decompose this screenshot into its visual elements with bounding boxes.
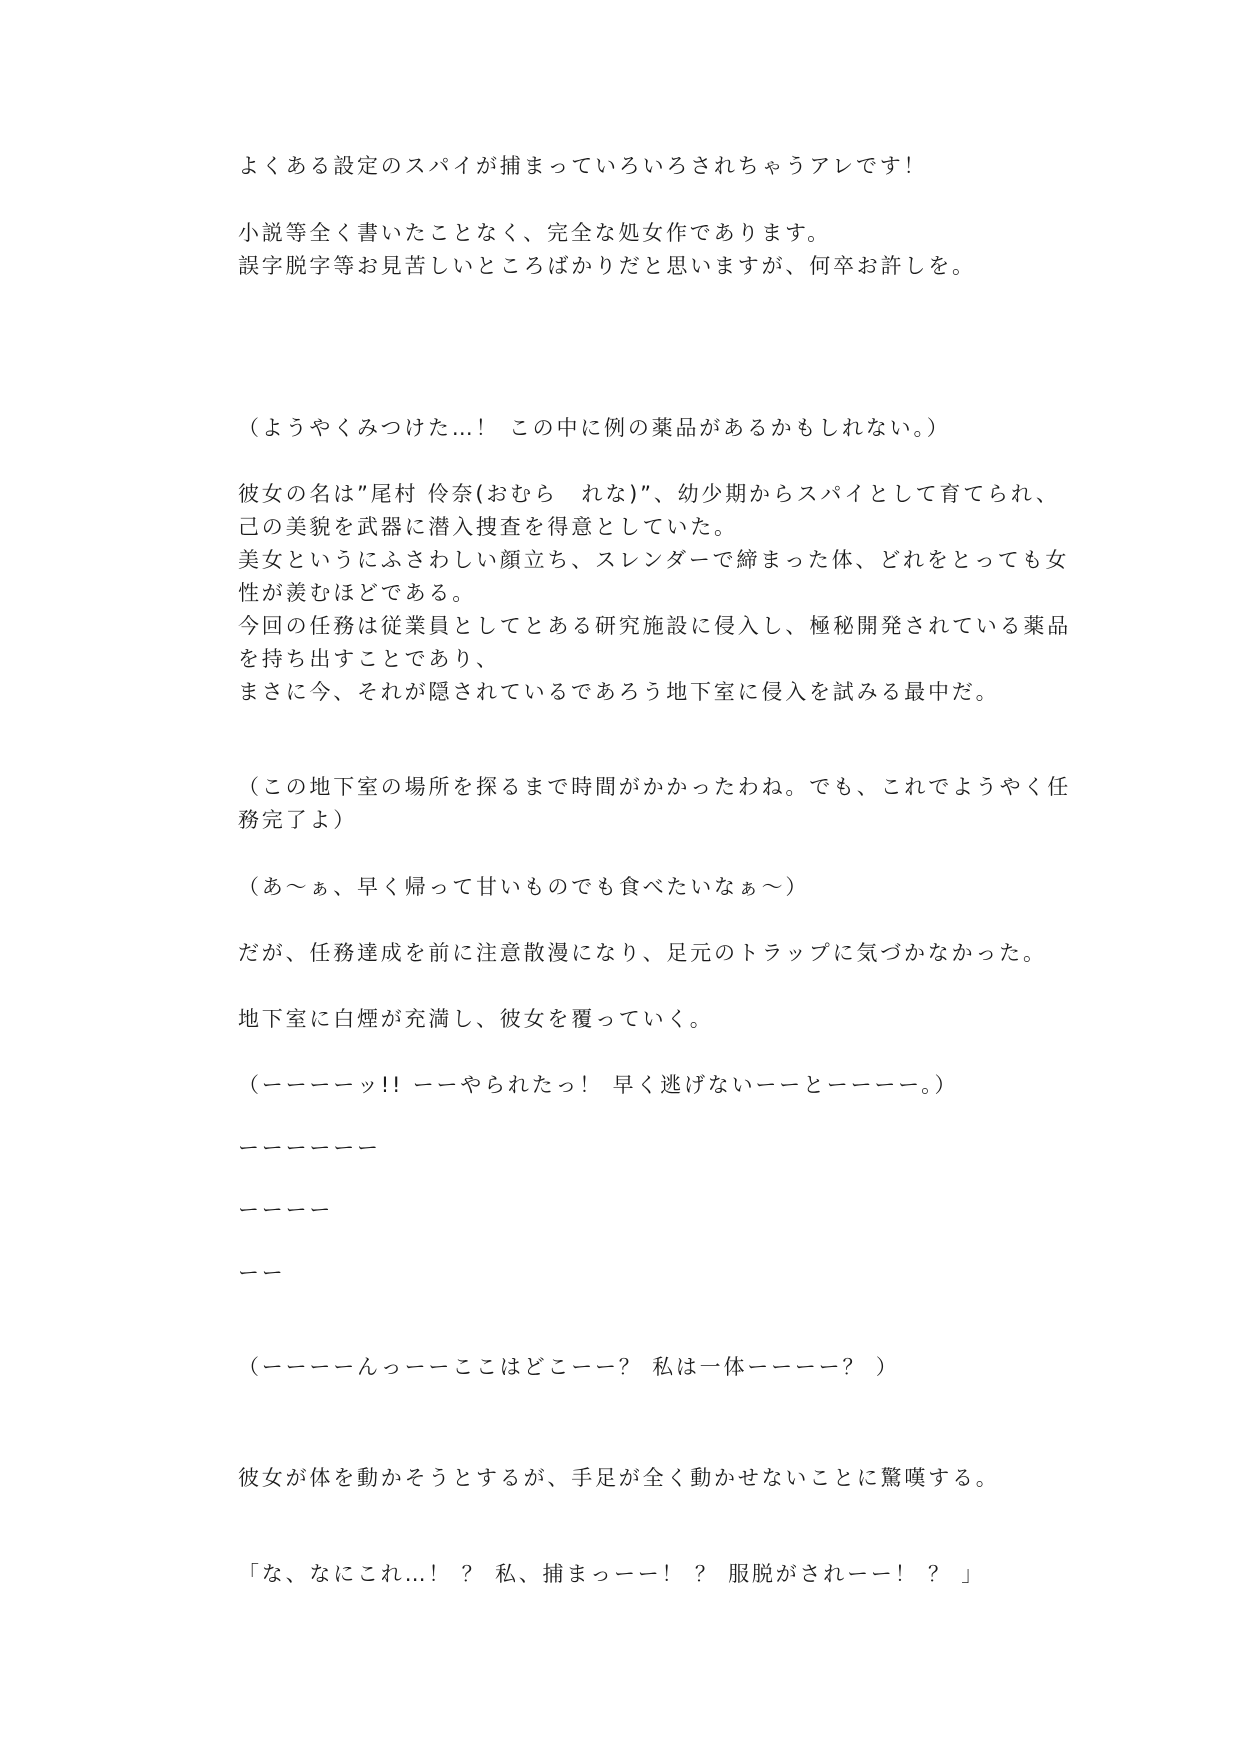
text-line: よくある設定のスパイが捕まっていろいろされちゃうアレです！ [238,154,928,178]
text-line: 今回の任務は従業員としてとある研究施設に侵入し、極秘開発されている薬品 [238,614,1071,638]
text-line: 小説等全く書いたことなく、完全な処女作であります。 [238,221,831,245]
dash-line: ーーーー [238,1198,334,1222]
text-line: （あ～ぁ、早く帰って甘いものでも食べたいなぁ～） [238,875,810,899]
text-line: 彼女の名は”尾村 伶奈(おむら れな)”、幼少期からスパイとして育てられ、 [238,482,1060,506]
text-line: を持ち出すことであり、 [238,647,500,671]
text-line: （ーーーーッ!! ーーやられたっ！ 早く逃げないーーとーーーー。） [238,1073,959,1097]
text-line: 「な、なにこれ…！ ？ 私、捕まっーー！ ？ 服脱がされーー！ ？ 」 [238,1562,986,1586]
text-line: 彼女が体を動かそうとするが、手足が全く動かせないことに驚嘆する。 [238,1466,1000,1490]
text-line: （この地下室の場所を探るまで時間がかかったわね。でも、これでようやく任 [238,775,1071,799]
text-line: まさに今、それが隠されているであろう地下室に侵入を試みる最中だ。 [238,680,1000,704]
text-line: 誤字脱字等お見苦しいところばかりだと思いますが、何卒お許しを。 [238,254,976,278]
text-line: 美女というにふさわしい顔立ち、スレンダーで締まった体、どれをとっても女 [238,548,1070,572]
text-line: 己の美貌を武器に潜入捜査を得意としていた。 [238,515,738,539]
text-line: だが、任務達成を前に注意散漫になり、足元のトラップに気づかなかった。 [238,941,1047,965]
dash-line: ーー [238,1261,286,1285]
text-line: 地下室に白煙が充満し、彼女を覆っていく。 [238,1007,714,1031]
text-line: （ーーーーんっーーここはどこーー？ 私は一体ーーーー？ ） [238,1355,900,1379]
text-line: 性が羨むほどである。 [238,581,476,605]
text-line: 務完了よ） [238,808,357,832]
dash-line: ーーーーーー [238,1136,381,1160]
text-line: （ようやくみつけた…！ この中に例の薬品があるかもしれない。） [238,416,951,440]
